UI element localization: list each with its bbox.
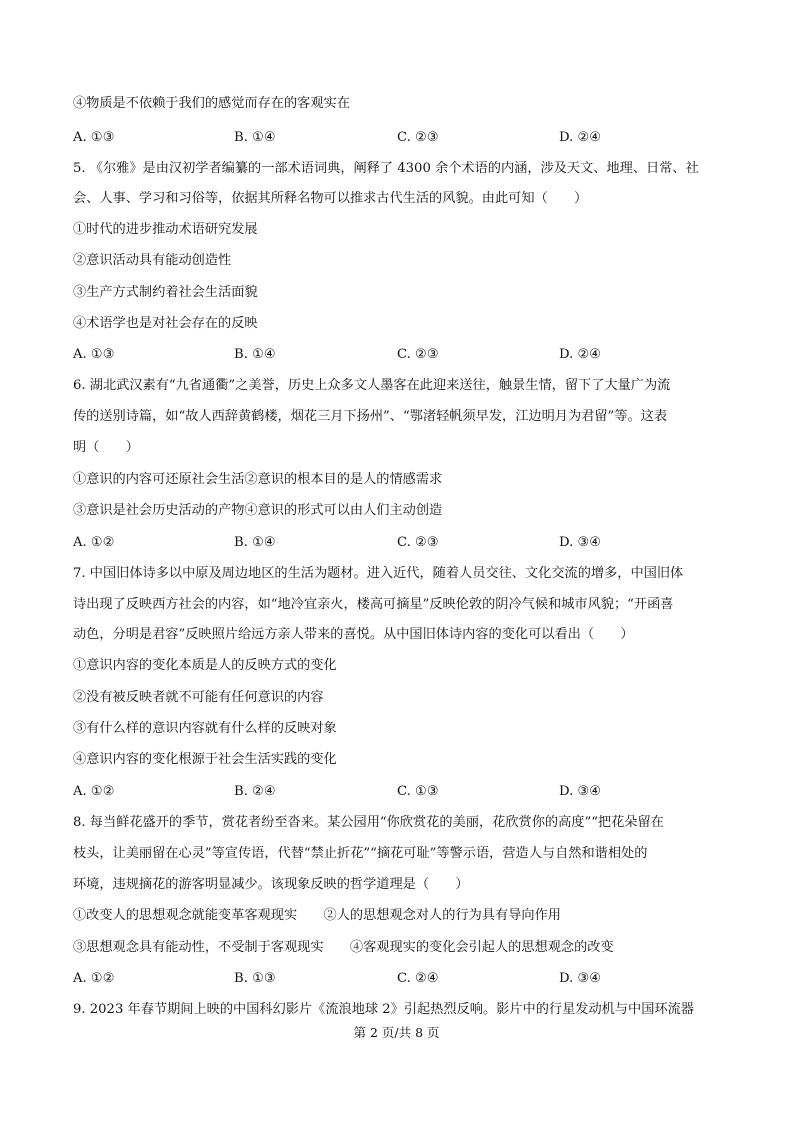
option-d: D. ③④ <box>559 535 602 550</box>
question-6-items-row-2: ③意识是社会历史活动的产物④意识的形式可以由人们主动创造 <box>73 503 443 518</box>
option-d: D. ②④ <box>559 347 602 362</box>
question-5-options <box>73 345 723 365</box>
question-8-stem-line-2: 枝头，让美丽留在心灵”等宣传语，代替“禁止折花”“摘花可耻”等警示语，营造人与自然和谐相处的 <box>73 846 648 861</box>
question-8-stem-line-1: 8. 每当鲜花盛开的季节，赏花者纷至沓来。某公园用“你欣赏花的美丽，花欣赏你的高度”“把花朵留在 <box>73 815 664 830</box>
option-b: B. ①④ <box>234 130 276 145</box>
question-5-item-1: ①时代的进步推动术语研究发展 <box>73 222 258 237</box>
option-b: B. ①③ <box>234 971 276 986</box>
option-c: C. ②④ <box>397 971 439 986</box>
option-a: A. ①② <box>73 971 115 986</box>
question-6-stem-line-2: 传的送别诗篇，如“故人西辞黄鹤楼，烟花三月下扬州”、“鄂渚轻帆须早发，江边明月为君留”等。这表 <box>73 409 668 424</box>
question-6-options <box>73 533 723 553</box>
option-d: D. ③④ <box>559 971 602 986</box>
question-6-items-row-1: ①意识的内容可还原社会生活②意识的根本目的是人的情感需求 <box>73 472 443 487</box>
question-6-stem-line-3: 明（ ） <box>73 440 139 455</box>
page-number: 第 2 页/共 8 页 <box>353 1025 440 1040</box>
question-5-stem-line-1: 5. 《尔雅》是由汉初学者编纂的一部术语词典，阐释了 4300 余个术语的内涵，涉及天文、地理、日常、社 <box>73 161 699 176</box>
option-d: D. ③④ <box>559 784 602 799</box>
question-7-item-3: ③有什么样的意识内容就有什么样的反映对象 <box>73 721 337 736</box>
option-c: C. ①③ <box>397 784 439 799</box>
option-c: C. ②③ <box>397 535 439 550</box>
option-a: A. ①② <box>73 535 115 550</box>
question-7-item-1: ①意识内容的变化本质是人的反映方式的变化 <box>73 658 337 673</box>
question-6-stem-line-1: 6. 湖北武汉素有“九省通衢”之美誉，历史上众多文人墨客在此迎来送往，触景生情，留下了大量广为流 <box>73 378 671 393</box>
question-7-item-2: ②没有被反映者就不可能有任何意识的内容 <box>73 690 324 705</box>
question-4-item-4: ④物质是不依赖于我们的感觉而存在的客观实在 <box>73 96 350 111</box>
option-b: B. ①④ <box>234 347 276 362</box>
option-a: A. ①② <box>73 784 115 799</box>
question-5-item-4: ④术语学也是对社会存在的反映 <box>73 316 258 331</box>
question-5-item-2: ②意识活动具有能动创造性 <box>73 253 232 268</box>
option-b: B. ①④ <box>234 535 276 550</box>
question-7-options <box>73 782 723 802</box>
question-7-stem-line-1: 7. 中国旧体诗多以中原及周边地区的生活为题材。进入近代，随着人员交往、文化交流的增多，中国旧体 <box>73 566 684 581</box>
question-7-stem-line-3: 动色，分明是君容”反映照片给远方亲人带来的喜悦。从中国旧体诗内容的变化可以看出（ ） <box>73 627 634 642</box>
question-9-stem-line-1: 9. 2023 年春节期间上映的中国科幻影片《流浪地球 2》引起热烈反响。影片中的行星发动机与中国环流器 <box>73 1002 694 1017</box>
question-8-items-row-2: ③思想观念具有能动性，不受制于客观现实 ④客观现实的变化会引起人的思想观念的改变 <box>73 940 614 955</box>
question-8-items-row-1: ①改变人的思想观念就能变革客观现实 ②人的思想观念对人的行为具有导向作用 <box>73 908 561 923</box>
option-a: A. ①③ <box>73 347 115 362</box>
option-a: A. ①③ <box>73 130 115 145</box>
option-b: B. ②④ <box>234 784 276 799</box>
option-c: C. ②③ <box>397 347 439 362</box>
option-d: D. ②④ <box>559 130 602 145</box>
question-8-options <box>73 969 723 989</box>
question-4-options <box>73 128 723 148</box>
option-c: C. ②③ <box>397 130 439 145</box>
question-5-item-3: ③生产方式制约着社会生活面貌 <box>73 285 258 300</box>
question-8-stem-line-3: 环境，违规摘花的游客明显减少。该现象反映的哲学道理是（ ） <box>73 877 469 892</box>
question-5-stem-line-2: 会、人事、学习和习俗等，依据其所释名物可以推求古代生活的风貌。由此可知（ ） <box>73 191 588 206</box>
question-7-item-4: ④意识内容的变化根源于社会生活实践的变化 <box>73 752 337 767</box>
question-7-stem-line-2: 诗出现了反映西方社会的内容，如“地冷宜亲火，楼高可摘星”反映伦敦的阴冷气候和城市风貌；“开函喜 <box>73 597 674 612</box>
